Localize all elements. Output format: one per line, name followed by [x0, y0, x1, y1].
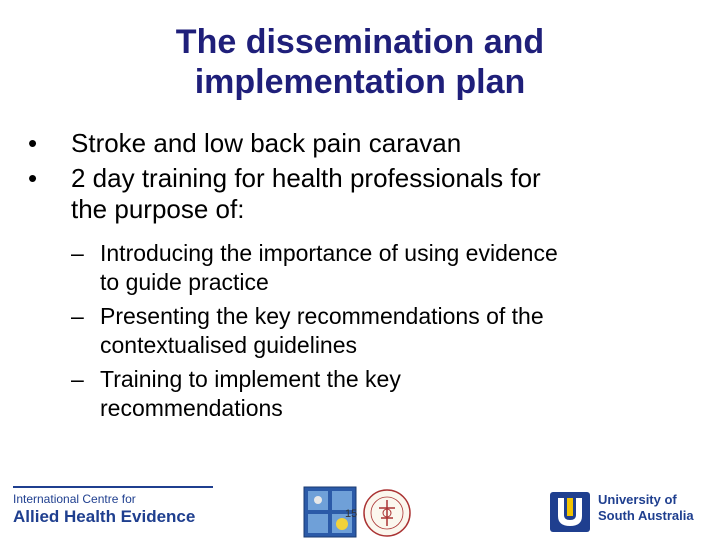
sub-bullet-item [28, 365, 708, 423]
bullet-text: 2 day training for health professionals for [71, 163, 541, 193]
bullet-item [28, 128, 708, 159]
bullet-item [28, 163, 708, 225]
sub-bullet-list [28, 239, 708, 423]
sub-bullet-item [28, 302, 708, 360]
title-line-2: implementation plan [194, 63, 526, 101]
icahe-line-1: International Centre for [13, 492, 136, 506]
slide-body [28, 128, 708, 428]
title-line-1: The dissemination and [175, 23, 545, 61]
seal-logo-icon [362, 488, 412, 538]
sub-bullet-text: Training to implement the key [100, 366, 401, 392]
unisa-logo-icon [548, 490, 592, 534]
dash-marker: – [71, 303, 84, 329]
icahe-line-2: Allied Health Evidence [13, 507, 196, 526]
icahe-logo [13, 492, 195, 528]
unisa-line-2: South Australia [598, 508, 694, 523]
bullet-marker: • [28, 163, 38, 193]
sub-bullet-text: Introducing the importance of using evidence [100, 240, 558, 266]
bullet-text-cont: the purpose of: [71, 194, 245, 224]
dash-marker: – [71, 240, 84, 266]
page-number: 15 [345, 508, 358, 520]
sub-bullet-text-cont: recommendations [100, 395, 283, 421]
unisa-wordmark [598, 492, 694, 524]
sub-bullet-text-cont: to guide practice [100, 269, 269, 295]
bullet-text: Stroke and low back pain caravan [71, 128, 462, 158]
sub-bullet-text-cont: contextualised guidelines [100, 332, 358, 358]
bullet-marker: • [28, 128, 38, 158]
icahe-divider [13, 486, 213, 488]
dash-marker: – [71, 366, 84, 392]
sub-bullet-item [28, 239, 708, 297]
unisa-line-1: University of [598, 492, 677, 507]
sub-bullet-text: Presenting the key recommendations of the [100, 303, 544, 329]
slide-title [0, 22, 720, 102]
slide-footer [0, 480, 720, 540]
